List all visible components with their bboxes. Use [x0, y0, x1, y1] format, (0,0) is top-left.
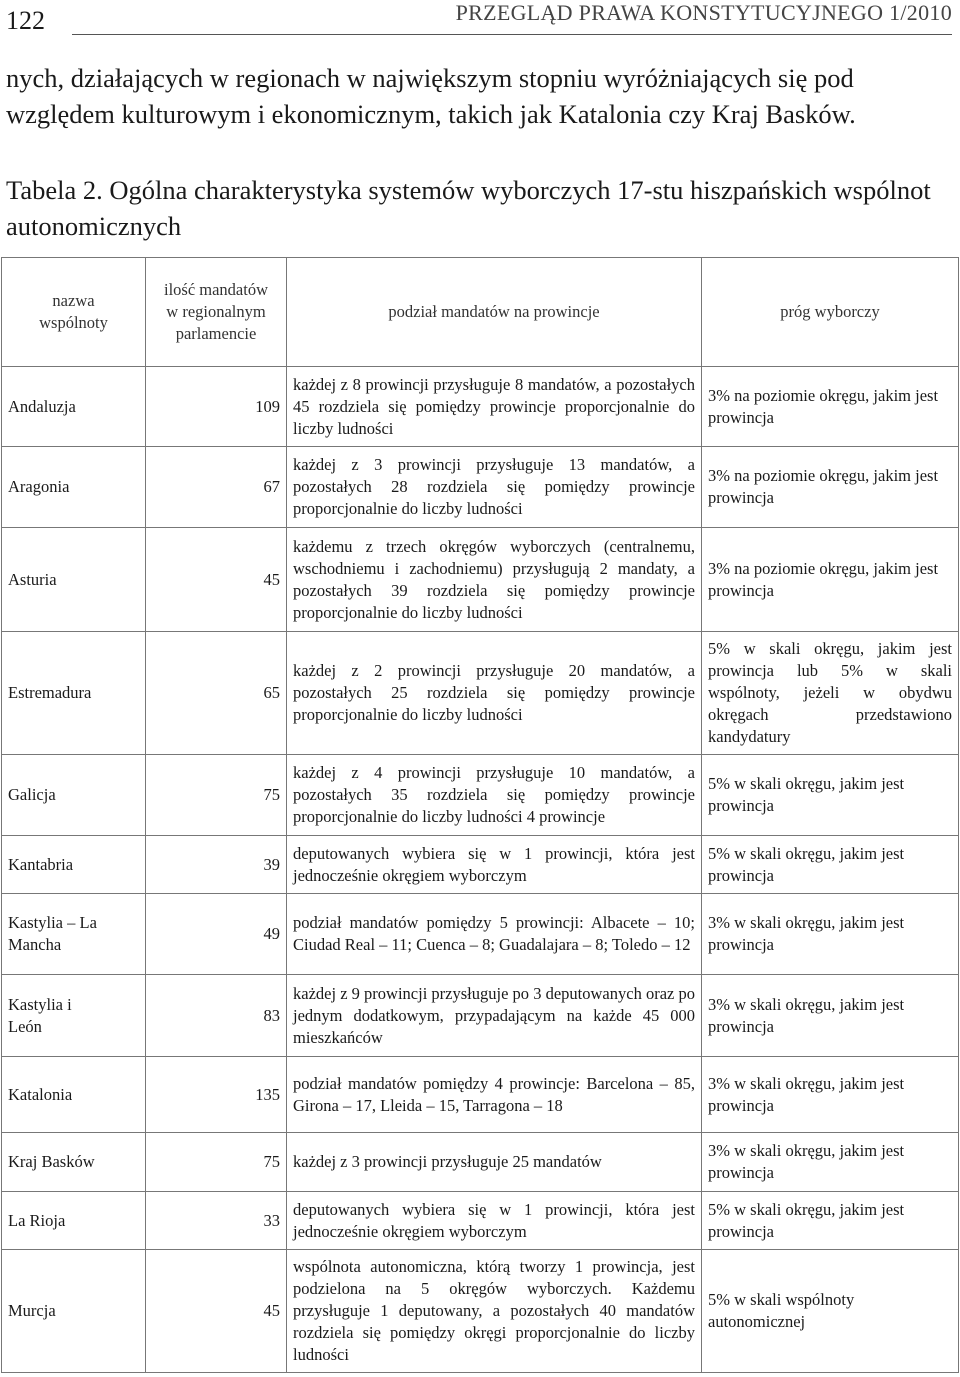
body-paragraph: nych, działających w regionach w największym stopniu wyróżniających się pod względem kulturowym i ekonomicznym, takich jak Katalonia czy Kraj Basków.: [6, 63, 856, 129]
cell-threshold: 3% na poziomie okręgu, jakim jest prowincja: [702, 367, 959, 447]
cell-threshold: 5% w skali okręgu, jakim jest prowincja: [702, 836, 959, 894]
cell-distribution: wspólnota autonomiczna, którą tworzy 1 prowincja, jest podzielona na 5 okręgów wyborczych. Każdemu przysługuje 1 deputowany, a pozostałych 40 mandatów rozdziela się pomiędzy okręgi proporcjonalnie do liczby ludności: [287, 1250, 702, 1373]
cell-seats: 75: [146, 755, 287, 836]
cell-name-text: Kastylia i León: [8, 994, 72, 1036]
table-row: [2, 1192, 959, 1250]
table-row: [2, 632, 959, 755]
cell-name: Kraj Basków: [2, 1133, 146, 1192]
table-row: [2, 447, 959, 528]
cell-name: Estremadura: [2, 632, 146, 755]
cell-seats: 33: [146, 1192, 287, 1250]
cell-threshold: 5% w skali okręgu, jakim jest prowincja lub 5% w skali wspólnoty, jeżeli w obydwu okręgach przedstawiono kandydatury: [702, 632, 959, 755]
cell-seats: 45: [146, 1250, 287, 1373]
cell-threshold: 5% w skali okręgu, jakim jest prowincja: [702, 1192, 959, 1250]
cell-threshold: 3% na poziomie okręgu, jakim jest prowincja: [702, 447, 959, 528]
table-row: [2, 836, 959, 894]
header-distribution: podział mandatów na prowincje: [287, 258, 702, 367]
table-row: [2, 1133, 959, 1192]
cell-threshold: 3% w skali okręgu, jakim jest prowincja: [702, 894, 959, 975]
cell-seats: 83: [146, 975, 287, 1057]
cell-distribution: każdej z 8 prowincji przysługuje 8 mandatów, a pozostałych 45 rozdziela się pomiędzy prowincje proporcjonalnie do liczby ludności: [287, 367, 702, 447]
cell-threshold: 3% na poziomie okręgu, jakim jest prowincja: [702, 528, 959, 632]
table-row: [2, 1250, 959, 1373]
table-row: [2, 1057, 959, 1133]
running-header: PRZEGLĄD PRAWA KONSTYTUCYJNEGO 1/2010: [455, 0, 952, 25]
cell-seats: 49: [146, 894, 287, 975]
header-threshold: próg wyborczy: [702, 258, 959, 367]
cell-name: Katalonia: [2, 1057, 146, 1133]
table-row: [2, 528, 959, 632]
table-header-row: [2, 258, 959, 367]
cell-distribution: każdej z 9 prowincji przysługuje po 3 deputowanych oraz po jednym dodatkowym, przypadającym na każde 45 000 mieszkańców: [287, 975, 702, 1057]
cell-seats: 135: [146, 1057, 287, 1133]
cell-distribution: każdej z 3 prowincji przysługuje 25 mandatów: [287, 1133, 702, 1192]
header-name-text: nazwa wspólnoty: [39, 291, 108, 332]
cell-threshold: 5% w skali okręgu, jakim jest prowincja: [702, 755, 959, 836]
cell-name: Murcja: [2, 1250, 146, 1373]
table-row: [2, 894, 959, 975]
cell-distribution: podział mandatów pomiędzy 4 prowincje: Barcelona – 85, Girona – 17, Lleida – 15, Tarragona – 18: [287, 1057, 702, 1133]
header-seats: [146, 258, 287, 367]
cell-threshold: 3% w skali okręgu, jakim jest prowincja: [702, 1057, 959, 1133]
cell-seats: 65: [146, 632, 287, 755]
cell-distribution: każdej z 3 prowincji przysługuje 13 mandatów, a pozostałych 28 rozdziela się pomiędzy prowincje proporcjonalnie do liczby ludności: [287, 447, 702, 528]
header-seats-text: ilość mandatów w regionalnym parlamencie: [163, 280, 269, 343]
cell-seats: 39: [146, 836, 287, 894]
cell-name: Asturia: [2, 528, 146, 632]
cell-threshold: 3% w skali okręgu, jakim jest prowincja: [702, 975, 959, 1057]
cell-seats: 75: [146, 1133, 287, 1192]
page-number: 122: [6, 6, 45, 35]
table-row: [2, 755, 959, 836]
cell-name: Kantabria: [2, 836, 146, 894]
cell-threshold: 3% w skali okręgu, jakim jest prowincja: [702, 1133, 959, 1192]
cell-name: Andaluzja: [2, 367, 146, 447]
cell-name: [2, 975, 146, 1057]
cell-name: Galicja: [2, 755, 146, 836]
cell-distribution: każdej z 4 prowincji przysługuje 10 mandatów, a pozostałych 35 rozdziela się pomiędzy prowincje proporcjonalnie do liczby ludności 4 prowincje: [287, 755, 702, 836]
cell-name-text: Kastylia – La Mancha: [8, 913, 97, 954]
electoral-systems-table: [1, 257, 959, 1373]
cell-seats: 109: [146, 367, 287, 447]
cell-distribution: podział mandatów pomiędzy 5 prowincji: Albacete – 10; Ciudad Real – 11; Cuenca – 8; Guadalajara – 8; Toledo – 12: [287, 894, 702, 975]
cell-distribution: każdemu z trzech okręgów wyborczych (centralnemu, wschodniemu i zachodniemu) przysługują 2 mandaty, a pozostałych 39 rozdziela się pomiędzy prowincje proporcjonalnie do liczby ludności: [287, 528, 702, 632]
cell-name: La Rioja: [2, 1192, 146, 1250]
cell-distribution: deputowanych wybiera się w 1 prowincji, która jest jednocześnie okręgiem wyborczym: [287, 1192, 702, 1250]
cell-name: Aragonia: [2, 447, 146, 528]
cell-seats: 45: [146, 528, 287, 632]
header-name: [2, 258, 146, 367]
cell-distribution: deputowanych wybiera się w 1 prowincji, która jest jednocześnie okręgiem wyborczym: [287, 836, 702, 894]
table-caption: Tabela 2. Ogólna charakterystyka systemów wyborczych 17-stu hiszpańskich wspólnot autonomicznych: [6, 175, 931, 241]
header-rule: [72, 34, 952, 35]
cell-threshold: 5% w skali wspólnoty autonomicznej: [702, 1250, 959, 1373]
cell-distribution: każdej z 2 prowincji przysługuje 20 mandatów, a pozostałych 25 rozdziela się pomiędzy prowincje proporcjonalnie do liczby ludności: [287, 632, 702, 755]
table-row: [2, 975, 959, 1057]
table-row: [2, 367, 959, 447]
cell-name: [2, 894, 146, 975]
cell-seats: 67: [146, 447, 287, 528]
